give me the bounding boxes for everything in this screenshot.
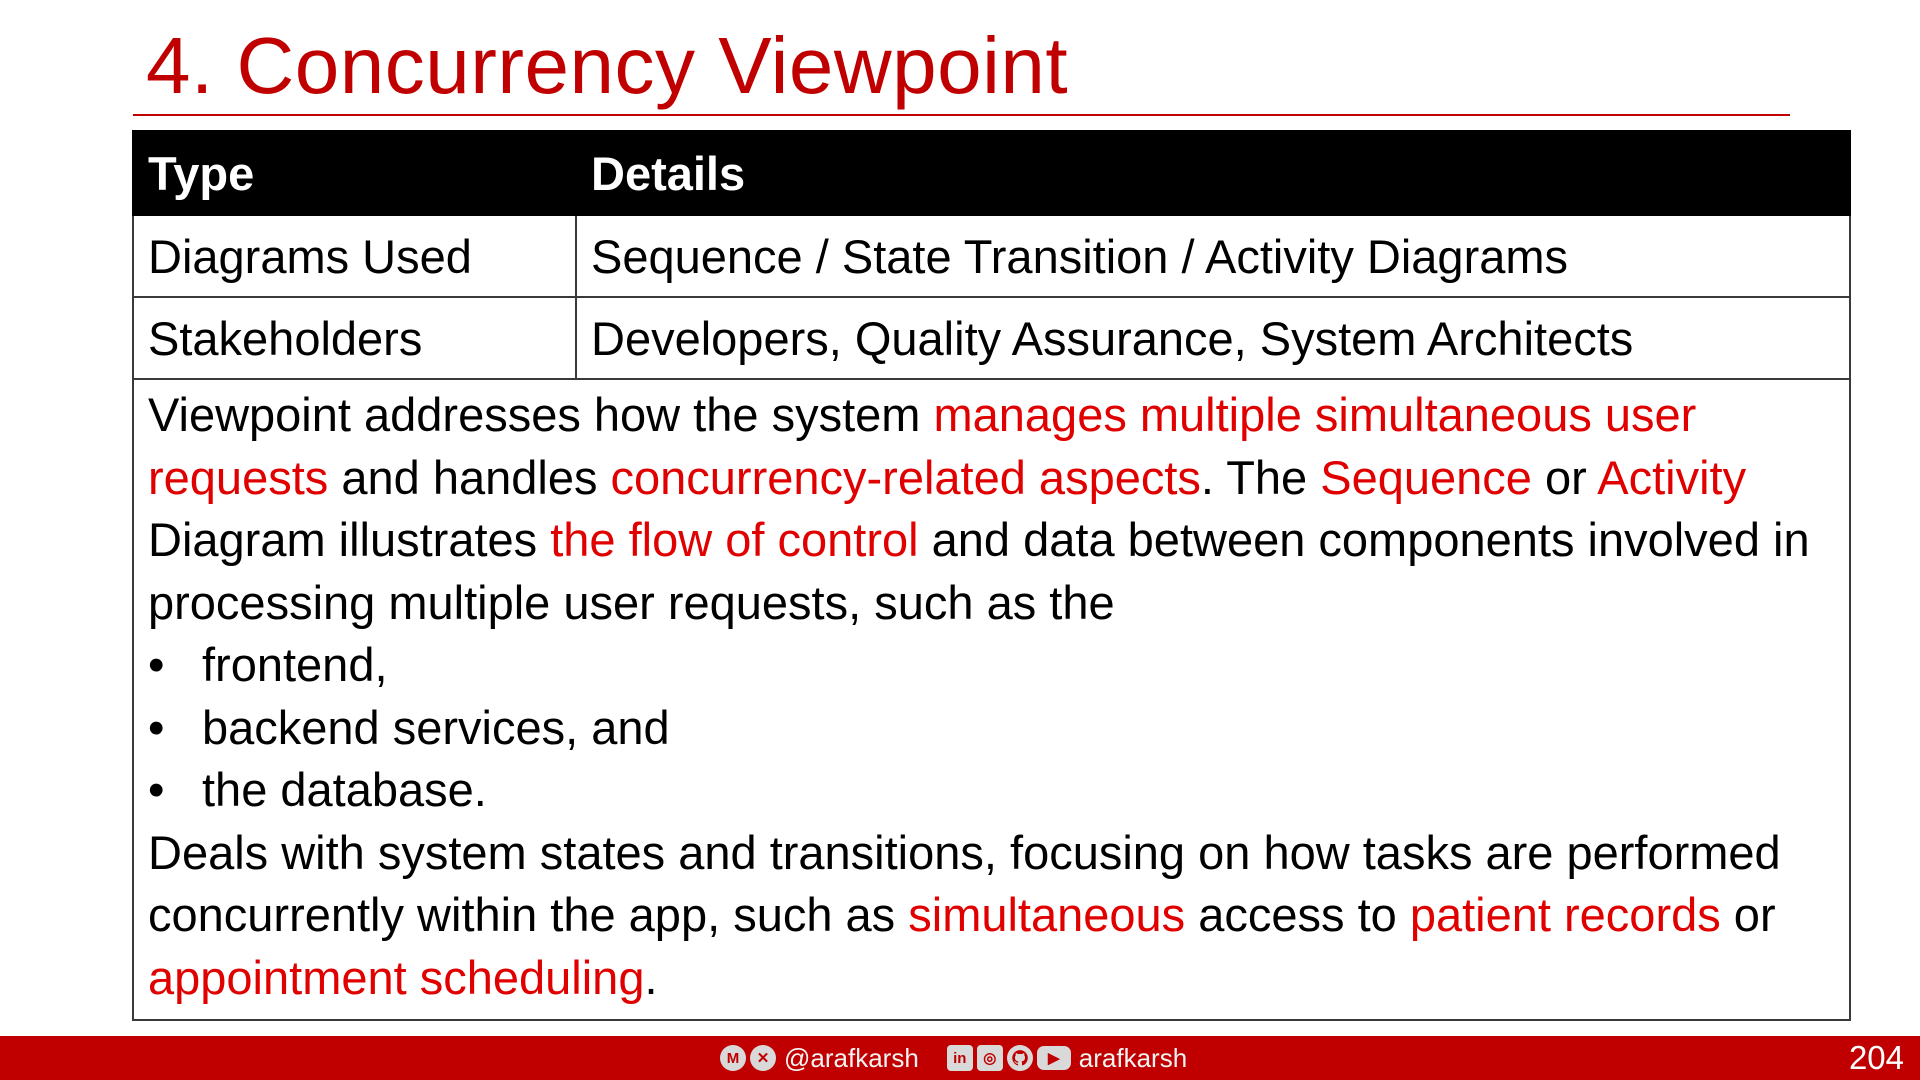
list-item-text: backend services, and xyxy=(202,700,670,754)
social-handle[interactable]: @arafkarsh xyxy=(784,1042,919,1073)
description-row xyxy=(133,379,1850,1020)
highlight-text: concurrency-related aspects xyxy=(610,450,1201,504)
description-paragraph-1 xyxy=(148,384,1835,634)
text-segment: Viewpoint addresses how the system xyxy=(148,388,934,441)
text-segment: Diagram illustrates xyxy=(148,513,551,566)
viewpoint-table xyxy=(132,130,1851,1021)
header-details: Details xyxy=(576,131,1850,215)
highlight-text: the flow of control xyxy=(550,513,919,566)
social-links xyxy=(720,1036,1187,1080)
text-segment: . xyxy=(644,950,658,1004)
highlight-text: patient records xyxy=(1409,888,1721,941)
description-paragraph-2 xyxy=(148,822,1835,1010)
list-item-text: frontend, xyxy=(202,638,388,691)
list-item xyxy=(148,759,1835,822)
text-segment: and handles xyxy=(328,450,611,504)
header-type: Type xyxy=(133,131,576,215)
bullet-icon: • xyxy=(148,763,165,816)
highlight-text: simultaneous xyxy=(908,888,1186,941)
bullet-icon: • xyxy=(148,700,165,754)
text-segment: or xyxy=(1531,450,1598,504)
medium-icon[interactable]: M xyxy=(720,1045,746,1071)
row-details-cell: Developers, Quality Assurance, System Architects xyxy=(576,297,1850,379)
highlight-text: manages multiple simultaneous user requests xyxy=(148,388,1697,504)
text-segment: Deals with system states and transitions, focusing on how tasks are performed concurrently within the app, such as xyxy=(148,825,1781,941)
slide-title: 4. Concurrency Viewpoint xyxy=(146,21,1069,110)
social-handle[interactable]: arafkarsh xyxy=(1078,1042,1188,1073)
table-row xyxy=(133,297,1850,379)
list-item-text: the database. xyxy=(202,763,487,816)
text-segment: . The xyxy=(1200,450,1321,504)
row-type-cell: Diagrams Used xyxy=(133,215,576,297)
list-item xyxy=(148,697,1835,760)
table-header-row xyxy=(133,131,1850,215)
text-segment: or xyxy=(1720,888,1776,941)
page-number: 204 xyxy=(1848,1039,1904,1076)
title-divider xyxy=(133,114,1790,116)
description-cell xyxy=(133,379,1850,1020)
row-details-cell: Sequence / State Transition / Activity Diagrams xyxy=(576,215,1850,297)
linkedin-icon[interactable]: in xyxy=(947,1045,973,1071)
youtube-icon[interactable]: ▶ xyxy=(1037,1046,1071,1070)
github-icon[interactable] xyxy=(1007,1045,1033,1071)
text-segment: and data between components involved in processing multiple user requests, such as the xyxy=(148,513,1810,629)
table-row xyxy=(133,215,1850,297)
x-icon[interactable]: ✕ xyxy=(750,1045,776,1071)
highlight-text: appointment scheduling xyxy=(148,950,645,1004)
highlight-text: Sequence xyxy=(1320,450,1532,504)
instagram-icon[interactable]: ◎ xyxy=(977,1045,1003,1071)
highlight-text: Activity xyxy=(1597,450,1747,504)
component-list xyxy=(148,634,1835,822)
footer-bar xyxy=(0,1036,1920,1080)
list-item xyxy=(148,634,1835,697)
bullet-icon: • xyxy=(148,638,165,691)
row-type-cell: Stakeholders xyxy=(133,297,576,379)
text-segment: access to xyxy=(1185,888,1410,941)
